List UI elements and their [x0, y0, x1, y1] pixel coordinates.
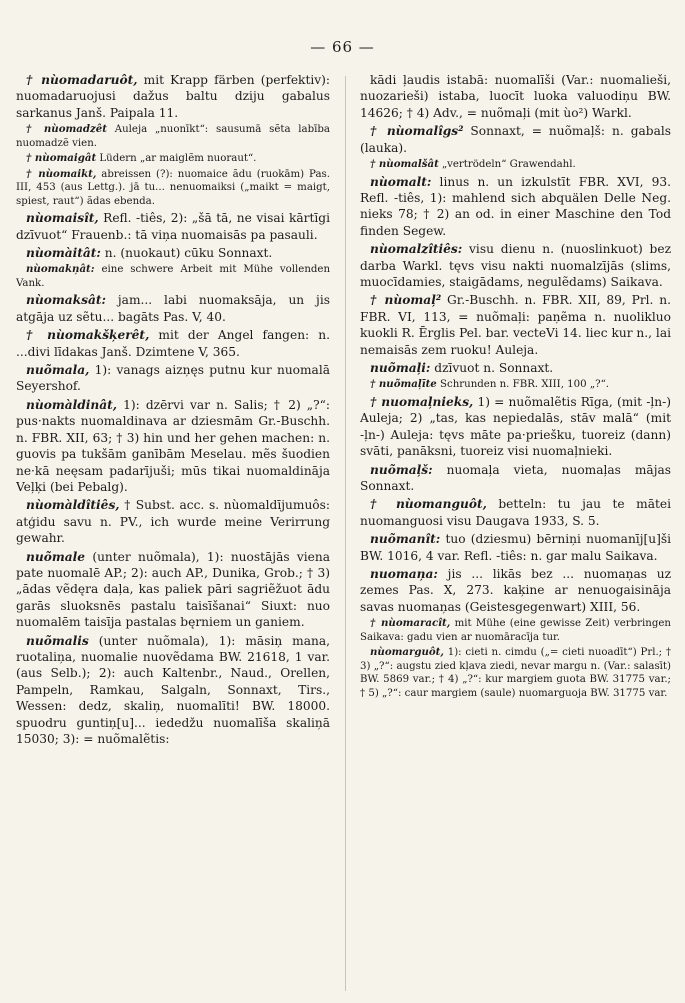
page-number: — 66 —	[310, 38, 375, 56]
entry-text: betteln: tu jau te mātei nuomanguosi visu Daugava 1933, S. 5.	[360, 497, 671, 528]
dictionary-entry	[16, 362, 330, 395]
dictionary-entry	[360, 566, 671, 615]
entry-text: dzīvuot n. Sonnaxt.	[430, 361, 554, 375]
dictionary-entry	[16, 123, 330, 150]
dictionary-entry	[16, 168, 330, 209]
entry-text: Lüdern „ar maiglẽm nuoraut“.	[96, 153, 257, 165]
entry-lemma: nùomalt:	[370, 174, 432, 189]
dictionary-entry	[360, 531, 671, 564]
entry-lemma: nùomaisît,	[26, 211, 99, 226]
entry-lemma: † nùomaikt,	[26, 167, 97, 180]
entry-text: tuo (dziesmu) bērniņi nuomanīj[u]ši BW. 1016, 4 var. Refl. -tiês: n. gar malu Saikava.	[360, 532, 671, 563]
entry-text: visu dienu n. (nuoslinkuot) bez darba Warkl. tęvs visu nakti nuomalzījās (slims, muocīdamies, staigādams, negulẽdams) Saikava.	[360, 242, 671, 289]
dictionary-entry	[360, 378, 671, 392]
entry-lemma: nuõmalis	[26, 633, 89, 648]
entry-text: Refl. -tiês, 2): „šā tā, ne visai kārtīgi dzīvuot“ Frauenb.: tā viņa nuomaisās pa pasauli.	[16, 211, 330, 242]
dictionary-entry	[16, 210, 330, 243]
entry-text: n. (nuokaut) cūku Sonnaxt.	[100, 246, 273, 261]
dictionary-entry	[360, 462, 671, 495]
entry-lemma: nùomakņât:	[26, 263, 95, 276]
entry-text: jam... labi nuomaksāja, un jis atgāja uz sẽtu... bagāts Pas. V, 40.	[16, 293, 330, 324]
entry-lemma: nùomàitât:	[26, 246, 101, 261]
entry-text: nuomaļa vieta, nuomaļas mājas Sonnaxt.	[360, 462, 671, 493]
entry-lemma: † nùomadzêt	[26, 123, 107, 136]
entry-text: linus n. un izkulstīt FBR. XVI, 93. Refl. -tiês, 1): mahlend sich abquälen Delle Neg. nieks 78; † 2) an od. in einer Maschine den Tod finden Segew.	[360, 174, 671, 238]
entry-text: mit Krapp färben (perfektiv): nuomadaruojusi dažus baltu dziju gabalus sarkanus Janš. Paipala 11.	[16, 73, 330, 120]
entry-lemma: nùomaksât:	[26, 293, 106, 308]
right-column	[360, 72, 671, 997]
left-column	[16, 72, 330, 997]
dictionary-entry	[16, 633, 330, 748]
entry-text: jis ... likās bez ... nuomaņas uz zemes Pas. X, 273. kaķine ar nenuogaisināja savas nuomaņas (Geistesgegenwart) XIII, 56.	[360, 566, 671, 614]
entry-text: Auleja „nuonīkt“: sausumā sẽta labība nuomadzẽ vien.	[16, 124, 330, 149]
entry-lemma: † nuõmaļīte	[370, 378, 437, 391]
entry-text: eine schwere Arbeit mit Mühe vollenden Vank.	[16, 264, 330, 289]
entry-lemma: nuõmala,	[26, 363, 90, 378]
entry-lemma: nùomarguôt,	[370, 646, 444, 659]
column-divider	[345, 76, 346, 991]
entry-lemma: nùomàldinât,	[26, 397, 118, 412]
dictionary-entry	[16, 245, 330, 261]
entry-lemma: nùomalzîtiês:	[370, 242, 463, 257]
entry-text: „vertrödeln“ Grawendahl.	[438, 159, 576, 171]
entry-lemma: nuõmaļš:	[370, 462, 433, 477]
entry-text: kādi ļaudis istabā: nuomalīši (Var.: nuomalieši, nuozarieši) istaba, luocīt luoka valuodiņu BW. 14626; † 4) Adv., = nuõmaļi (mit ùo²) Warkl.	[360, 73, 671, 120]
entry-lemma: † nùomalîgs²	[370, 124, 464, 139]
entry-text: 1): dzērvi var n. Salis; † 2) „?“: pus·nakts nuomaldinava ar dziesmām Gr.-Buschh. n. FBR. XII, 63; † 3) hin und her gehen machen: n. guovis pa tukšām ganībām Meselau. mẽs šuodien ne·kā neęsam padarījuši; mūs tikai nuomaldināja Veļķi (bei Pebalg).	[16, 397, 330, 494]
dictionary-entry	[16, 497, 330, 546]
entry-lemma: nuõmanît:	[370, 532, 441, 547]
dictionary-entry	[360, 123, 671, 156]
entry-lemma: † nùomakšķerêt,	[26, 328, 150, 343]
entry-text: Sonnaxt, = nuõmaļš: n. gabals (lauka).	[360, 124, 671, 155]
entry-lemma: † nùomaracît,	[370, 617, 451, 630]
dictionary-entry	[360, 158, 671, 172]
entry-text: 1): vanags aizņęs putnu kur nuomalā Seyershof.	[16, 363, 330, 394]
entry-text: mit der Angel fangen: n. ...divi līdakas Janš. Dzimtene V, 365.	[16, 328, 330, 359]
dictionary-entry	[360, 394, 671, 460]
dictionary-entry	[360, 72, 671, 121]
dictionary-entry	[360, 174, 671, 240]
entry-lemma: † nùomaļ²	[370, 293, 442, 308]
entry-lemma: † nuomaļnieks,	[370, 394, 474, 409]
dictionary-entry	[16, 549, 330, 631]
entry-text: 1) = nuõmalẽtis Rīga, (mit -ļn-) Auleja; 2) „tas, kas nepiedalās, stāv malā“ (mit -ļn-) Auleja: tęvs māte pa·priešku, tuoreiz (dann) svāti, panāksni, tuoreiz visi nuomaļnieki.	[360, 394, 671, 459]
dictionary-entry	[360, 496, 671, 529]
entry-text: (unter nuõmala), 1): māsiņ mana, ruotaliņa, nuomalie nuovẽdama BW. 21618, 1 var. (aus Selb.); 2): auch Kaltenbr., Naud., Orellen, Pampeln, Ramkau, Salgaln, Sonnaxt, Tirs., Wessen: dedz, skaliņ, nuomalīti! BW. 18000. spuodru guntiņ[u]... iededžu nuomalīša skaliņā 15030; 3): = nuõmalẽtis:	[16, 633, 330, 746]
dictionary-entry	[16, 397, 330, 495]
entry-text: mit Mühe (eine gewisse Zeit) verbringen Saikava: gadu vien ar nuomāracīja tur.	[360, 618, 671, 643]
dictionary-entry	[16, 292, 330, 325]
entry-lemma: nùomàldîtiês,	[26, 498, 120, 513]
dictionary-entry	[16, 263, 330, 290]
entry-text: 1): cieti n. cimdu („= cieti nuoadīt“) Prl.; † 3) „?“: augstu zied kļava ziedi, nevar margu n. (Var.: salasīt) BW. 5869 var.; † 4) „?“: kur margiem guota BW. 31775 var.; † 5) „?“: caur margiem (saule) nuomarguoja BW. 31775 var.	[360, 647, 671, 699]
entry-lemma: nuomaņa:	[370, 566, 438, 581]
dictionary-entry	[360, 360, 671, 376]
dictionary-entry	[360, 241, 671, 290]
entry-lemma: † nùomaigât	[26, 152, 97, 165]
entry-text: Gr.-Buschh. n. FBR. XII, 89, Prl. n. FBR. VI, 113, = nuõmaļi: paņẽma n. nuolikluo kuokli R. Ērglis Pel. bar. vecteVi 14. liec kur n., lai nemaisās zem ruoku! Auleja.	[360, 293, 671, 357]
dictionary-entry	[360, 292, 671, 358]
entry-lemma: nuõmale	[26, 549, 86, 564]
entry-lemma: † nùomadaruôt,	[26, 73, 138, 87]
entry-text: abreissen (?): nuomaice ãdu (ruokām) Pas. III, 453 (aus Lettg.). jā tu... nenuomaiksi („maikt = maigt, spiest, raut“) ãdas ebenda.	[16, 168, 330, 207]
entry-lemma: nuõmaļi:	[370, 361, 431, 375]
dictionary-entry	[16, 72, 330, 121]
entry-lemma: † nùomanguôt,	[370, 497, 487, 512]
dictionary-entry	[360, 646, 671, 700]
dictionary-entry	[16, 327, 330, 360]
entry-lemma: † nùomalšât	[370, 158, 439, 171]
entry-text: Schrunden n. FBR. XIII, 100 „?“.	[436, 379, 610, 391]
dictionary-entry	[16, 152, 330, 166]
entry-text: (unter nuõmala), 1): nuostājās viena pate nuomalē AP.; 2): auch AP., Dunika, Grob.; † 3) „ādas vẽdęra daļa, kas paliek pāri sagriẽžuot ādu garās sluoksnēs pastalu taisīšanai“ Siuxt: nuo nuomalēm taisīja pastalas bęrniem un ganiem.	[16, 549, 330, 630]
dictionary-entry	[360, 617, 671, 644]
entry-text: † Subst. acc. s. nùomaldījumuôs: atģidu savu n. PV., ich wurde meine Verirrung gewahr.	[16, 498, 330, 546]
